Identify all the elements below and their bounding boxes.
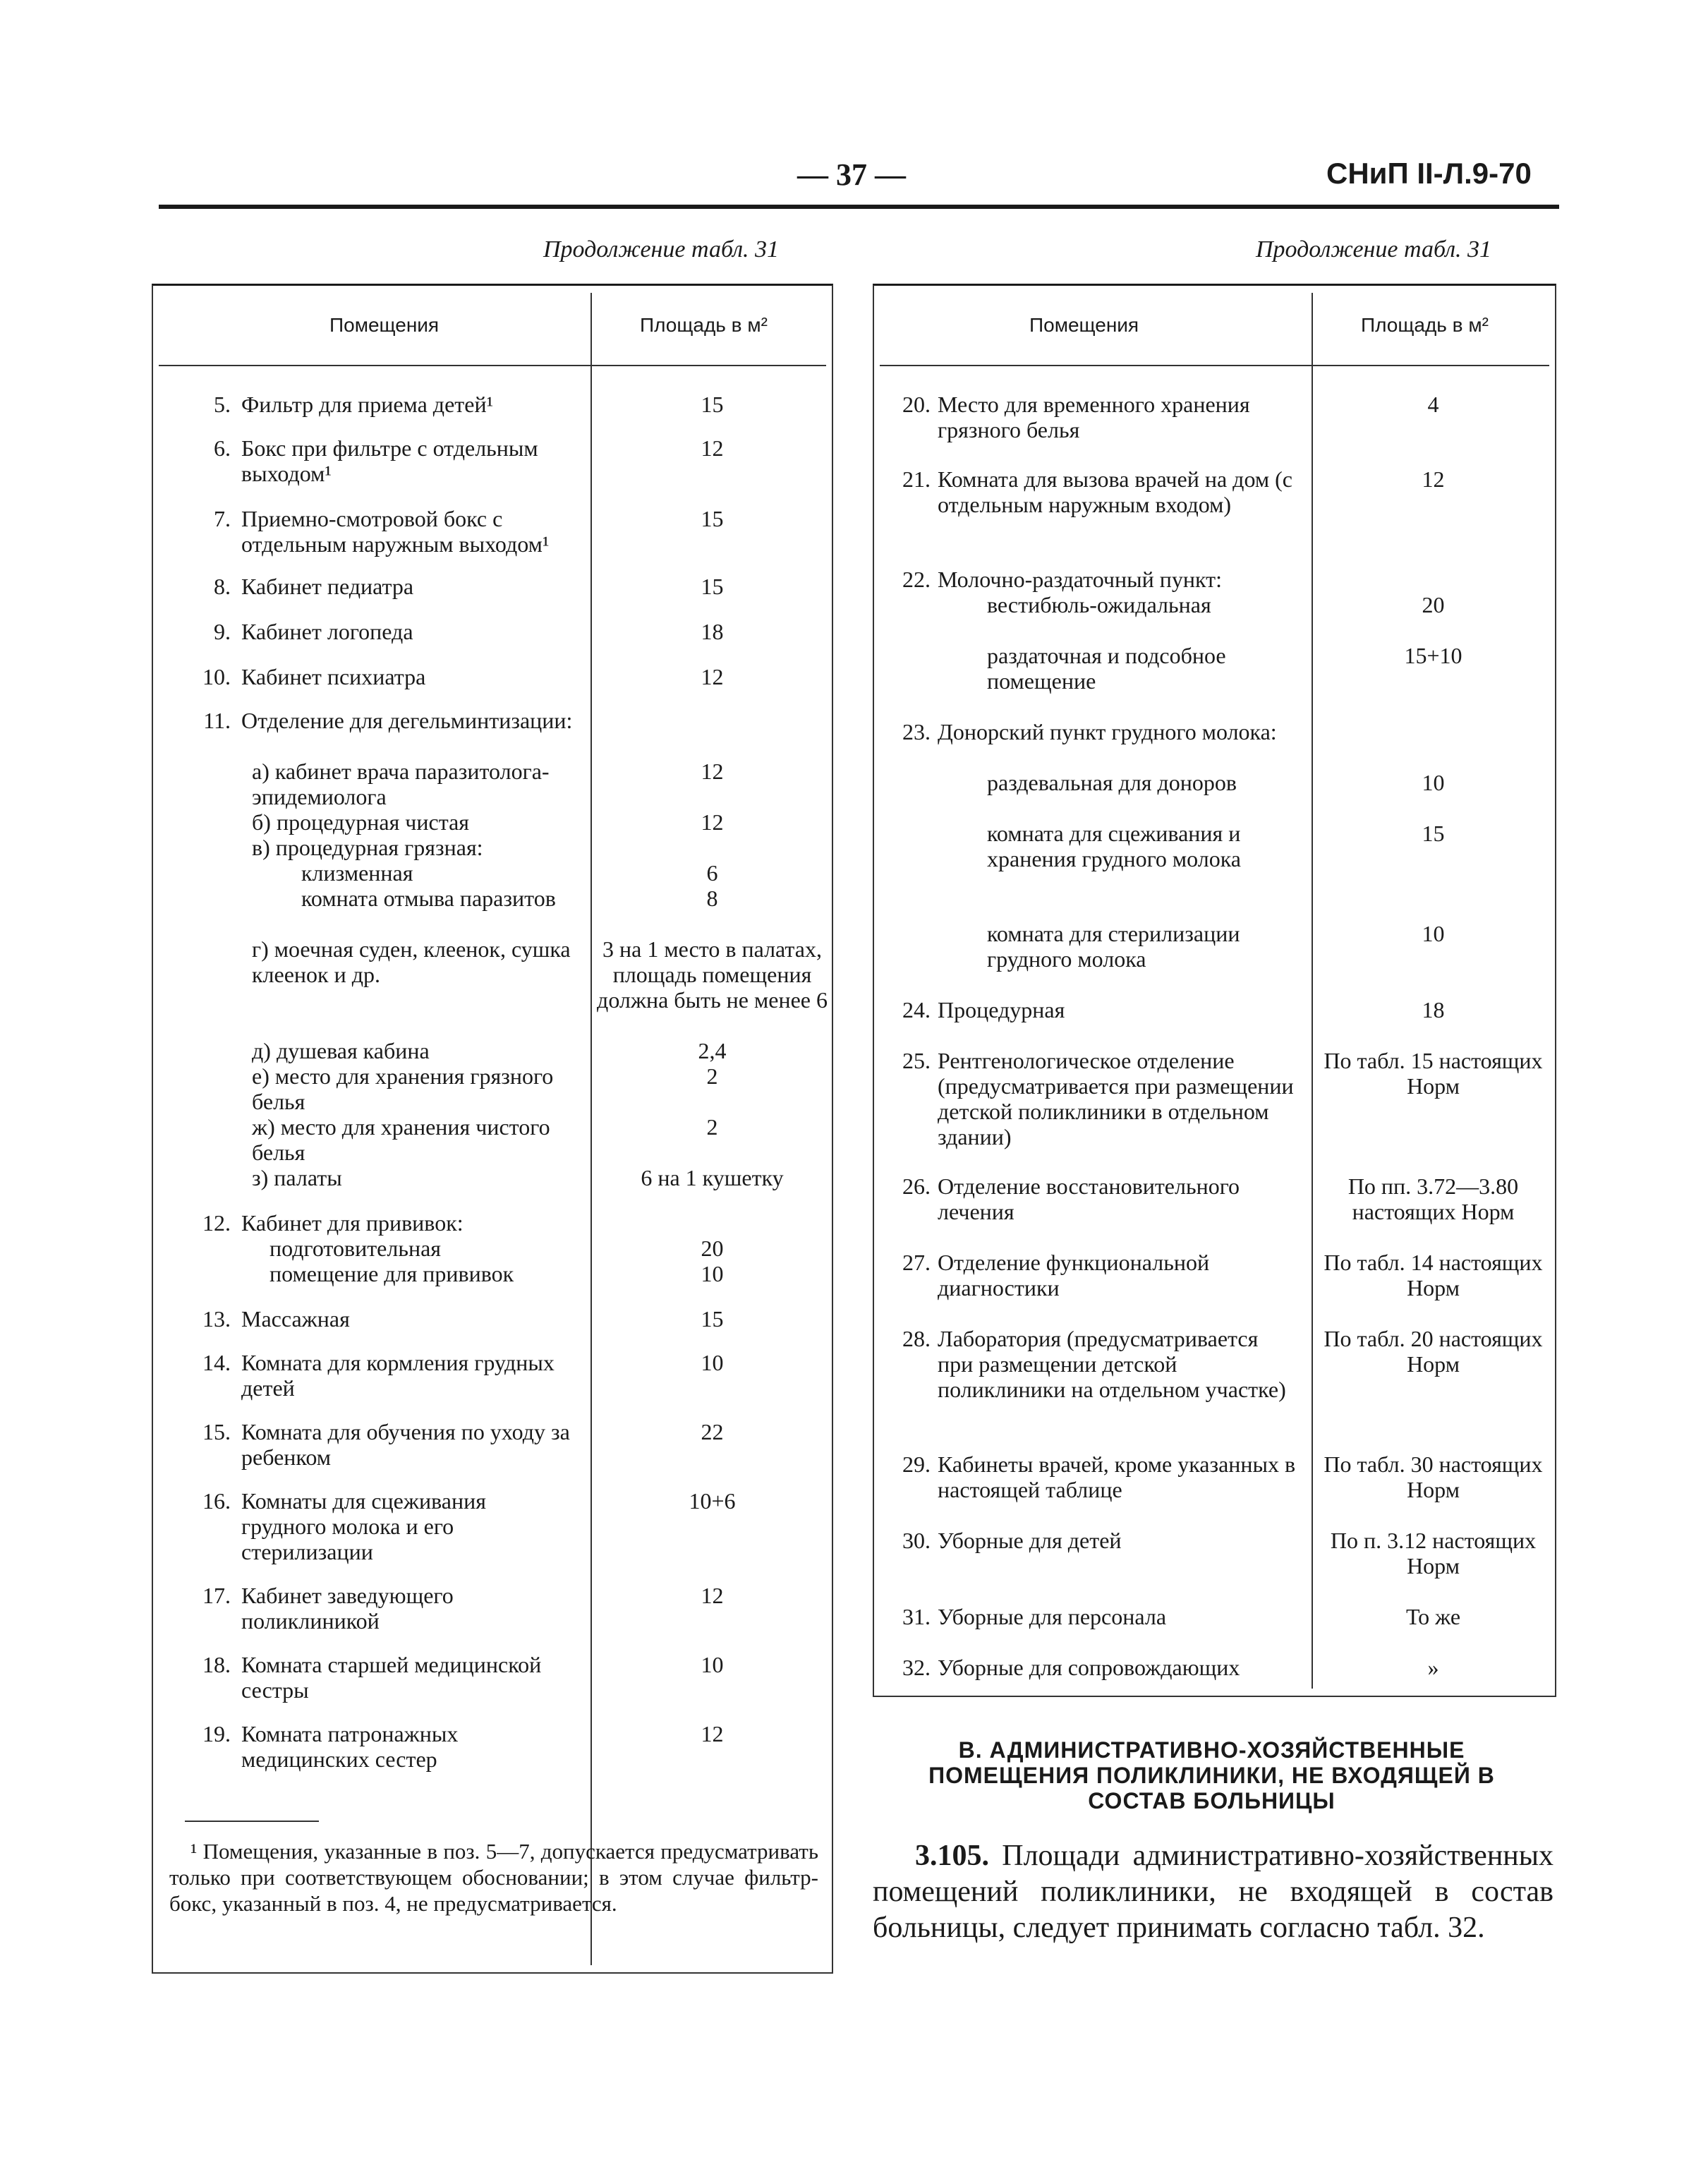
row-value: 12 (701, 1583, 724, 1608)
page-number: — 37 — (797, 157, 906, 192)
row-number: 5. (214, 392, 231, 417)
row-value: 20 (701, 1236, 724, 1261)
row-name: Комната старшей медицинской сестры (241, 1652, 542, 1703)
row-value: 15 (1422, 821, 1445, 846)
subrow-name: раздевальная для доноров (987, 770, 1237, 795)
row-number: 10. (202, 664, 231, 689)
row-name: Уборные для персонала (938, 1604, 1167, 1629)
row-number: 25. (902, 1048, 931, 1073)
subrow-name: б) процедурная чистая (252, 809, 470, 835)
row-value: 18 (1422, 997, 1445, 1022)
row-name: Место для временного хранения грязного белья (938, 392, 1250, 442)
header-divider (880, 365, 1549, 366)
row-value: 2 (706, 1114, 718, 1140)
row-name: Комната для обучения по уходу за ребенком (241, 1419, 570, 1470)
paragraph-number: 3.105. (915, 1840, 989, 1872)
row-name: Отделение для дегельминтизации: (241, 708, 573, 733)
row-value: 12 (701, 809, 724, 835)
column-header-rooms: Помещения (1029, 314, 1139, 336)
row-value: 10 (701, 1261, 724, 1286)
subrow-name: д) душевая кабина (252, 1038, 430, 1063)
row-value: 18 (701, 619, 724, 644)
header-rule (159, 205, 1559, 209)
row-value: По табл. 30 настоящих Норм (1324, 1451, 1543, 1502)
row-number: 15. (202, 1419, 231, 1444)
left-table-caption: Продолжение табл. 31 (543, 236, 780, 262)
row-number: 14. (202, 1350, 231, 1375)
row-number: 24. (902, 997, 931, 1022)
row-number: 6. (214, 435, 231, 461)
column-header-rooms: Помещения (329, 314, 440, 336)
row-value: 12 (701, 435, 724, 461)
row-value: 12 (701, 1721, 724, 1746)
right-table (873, 284, 1556, 1697)
row-name: Рентгенологическое отделение (предусматривается при размещении детской поликлиники в отдельном здании) (938, 1048, 1294, 1149)
row-name: Комната для вызова врачей на дом (с отдельным наружным входом) (938, 466, 1292, 517)
footnote-rule (185, 1821, 319, 1822)
subrow-name: а) кабинет врача паразитолога-эпидемиолога (252, 759, 550, 809)
row-number: 17. (202, 1583, 231, 1608)
row-number: 8. (214, 574, 231, 599)
row-value: 12 (701, 664, 724, 689)
row-number: 21. (902, 466, 931, 492)
row-name: Кабинет заведующего поликлиникой (241, 1583, 454, 1634)
row-value: 10 (1422, 770, 1445, 795)
row-name: Донорский пункт грудного молока: (938, 719, 1277, 744)
column-header-area: Площадь в м² (1361, 314, 1489, 336)
row-value: 6 на 1 кушетку (641, 1165, 784, 1190)
row-value: 10 (701, 1350, 724, 1375)
row-name: Молочно-раздаточный пункт: (938, 567, 1222, 592)
subrow-name: комната для сцеживания и хранения грудного молока (987, 821, 1241, 871)
row-number: 16. (202, 1488, 231, 1514)
row-number: 12. (202, 1210, 231, 1236)
section-title: В. АДМИНИСТРАТИВНО-ХОЗЯЙСТВЕННЫЕ ПОМЕЩЕНИЯ ПОЛИКЛИНИКИ, НЕ ВХОДЯЩЕЙ В СОСТАВ БОЛЬНИЦЫ (928, 1737, 1495, 1813)
row-name: Уборные для сопровождающих (938, 1655, 1240, 1680)
right-table-caption: Продолжение табл. 31 (1256, 236, 1492, 262)
row-name: Комната для кормления грудных детей (241, 1350, 555, 1401)
row-value: По табл. 14 настоящих Норм (1324, 1250, 1543, 1300)
row-number: 20. (902, 392, 931, 417)
row-name: Лаборатория (предусматривается при размещении детской поликлиники на отдельном участке) (938, 1326, 1286, 1402)
column-divider (590, 293, 592, 1965)
row-value: 15+10 (1404, 643, 1462, 668)
subrow-name: в) процедурная грязная: (252, 835, 483, 860)
row-value: 2 (706, 1063, 718, 1089)
row-value: 4 (1427, 392, 1439, 417)
subrow-name: комната отмыва паразитов (301, 886, 556, 911)
column-header-area: Площадь в м² (640, 314, 768, 336)
row-value: По табл. 15 настоящих Норм (1324, 1048, 1543, 1099)
row-value: » (1427, 1655, 1439, 1680)
row-number: 18. (202, 1652, 231, 1677)
row-name: Отделение восстановительного лечения (938, 1173, 1240, 1224)
row-value: 10 (1422, 921, 1445, 946)
document-code: СНиП II-Л.9-70 (1326, 157, 1532, 190)
subrow-name: раздаточная и подсобное помещение (987, 643, 1226, 694)
row-name: Кабинеты врачей, кроме указанных в настоящей таблице (938, 1451, 1296, 1502)
subrow-name: вестибюль-ожидальная (987, 592, 1211, 617)
row-name: Процедурная (938, 997, 1065, 1022)
row-name: Фильтр для приема детей¹ (241, 392, 494, 417)
row-name: Комнаты для сцеживания грудного молока и его стерилизации (241, 1488, 486, 1564)
row-number: 32. (902, 1655, 931, 1680)
row-name: Уборные для детей (938, 1528, 1122, 1553)
row-value: По п. 3.12 настоящих Норм (1330, 1528, 1537, 1579)
row-name: Комната патронажных медицинских сестер (241, 1721, 459, 1772)
row-value: 8 (706, 886, 718, 911)
paragraph-text: Площади административно-хозяйственных помещений поликлиники, не входящей в состав больницы, следует принимать согласно табл. 32. (873, 1840, 1553, 1944)
subrow-name: е) место для хранения грязного белья (252, 1063, 554, 1114)
footnote: ¹ Помещения, указанные в поз. 5—7, допускается предусматривать только при соответствующем обосновании; в этом случае фильтр-бокс, указанный в поз. 4, не предусматривается. (169, 1839, 818, 1916)
row-value: 12 (701, 759, 724, 784)
column-divider (1312, 293, 1313, 1689)
row-value: 12 (1422, 466, 1445, 492)
left-table (152, 284, 833, 1974)
subrow-name: ж) место для хранения чистого белья (252, 1114, 550, 1165)
row-name: Кабинет педиатра (241, 574, 414, 599)
subrow-name: з) палаты (252, 1165, 342, 1190)
row-value: 15 (701, 574, 724, 599)
row-value: 6 (706, 860, 718, 886)
subrow-name: комната для стерилизации грудного молока (987, 921, 1240, 972)
row-number: 11. (203, 708, 231, 733)
subrow-name: помещение для прививок (269, 1261, 514, 1286)
row-name: Кабинет психиатра (241, 664, 426, 689)
row-value: 15 (701, 392, 724, 417)
row-number: 27. (902, 1250, 931, 1275)
header-divider (159, 365, 826, 366)
row-name: Кабинет логопеда (241, 619, 413, 644)
row-number: 30. (902, 1528, 931, 1553)
row-number: 19. (202, 1721, 231, 1746)
row-value: 15 (701, 506, 724, 531)
row-name: Бокс при фильтре с отдельным выходом¹ (241, 435, 538, 486)
row-number: 28. (902, 1326, 931, 1351)
row-value: По пп. 3.72—3.80 настоящих Норм (1347, 1173, 1519, 1224)
row-value: 2,4 (698, 1038, 727, 1063)
row-value: 15 (701, 1306, 724, 1332)
row-number: 7. (214, 506, 231, 531)
subrow-name: клизменная (301, 860, 413, 886)
row-name: Отделение функциональной диагностики (938, 1250, 1210, 1300)
row-name: Приемно-смотровой бокс с отдельным наружным выходом¹ (241, 506, 550, 557)
row-value: 10 (701, 1652, 724, 1677)
row-number: 22. (902, 567, 931, 592)
row-name: Кабинет для прививок: (241, 1210, 464, 1236)
row-number: 29. (902, 1451, 931, 1477)
row-number: 9. (214, 619, 231, 644)
row-number: 31. (902, 1604, 931, 1629)
row-value: По табл. 20 настоящих Норм (1324, 1326, 1543, 1377)
row-number: 26. (902, 1173, 931, 1199)
row-value: 3 на 1 место в палатах, площадь помещения должна быть не менее 6 (597, 936, 828, 1013)
paragraph-3-105 (873, 1838, 1553, 1946)
row-value: 22 (701, 1419, 724, 1444)
row-number: 13. (202, 1306, 231, 1332)
row-name: Массажная (241, 1306, 350, 1332)
subrow-name: подготовительная (269, 1236, 441, 1261)
row-number: 23. (902, 719, 931, 744)
row-value: 20 (1422, 592, 1445, 617)
row-value: То же (1405, 1604, 1461, 1629)
subrow-name: г) моечная суден, клеенок, сушка клеенок и др. (252, 936, 571, 987)
row-value: 10+6 (689, 1488, 736, 1514)
